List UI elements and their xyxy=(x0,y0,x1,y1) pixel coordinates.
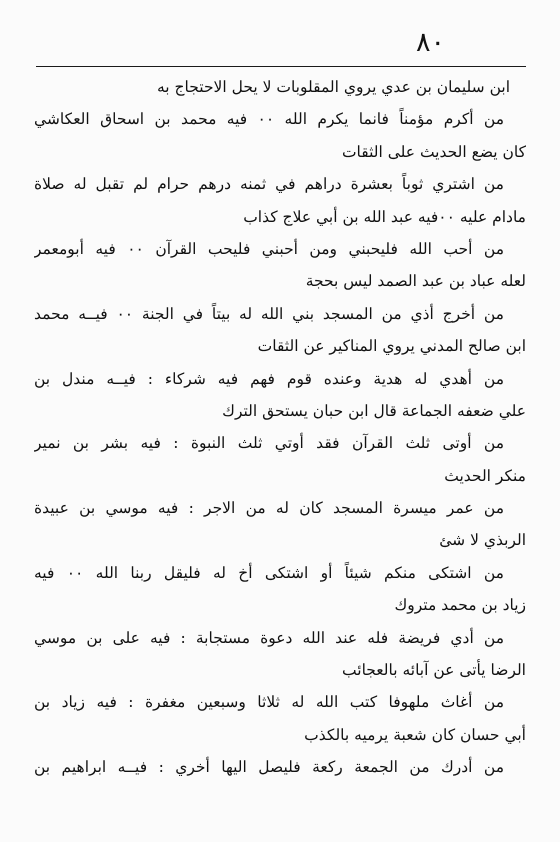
text-line: ابن سليمان بن عدي يروي المقلوبات لا يحل الاحتجاج به xyxy=(157,78,510,96)
text-line: منكر الحديث xyxy=(444,466,526,485)
text-line: من اشتري ثوباً بعشرة دراهم في ثمنه درهم حرام لم تقبل له صلاة xyxy=(34,175,504,194)
header-rule xyxy=(36,66,526,67)
text-line: من عمر ميسرة المسجد كان له من الاجر : فيه موسي بن عبيدة xyxy=(34,499,504,518)
text-line: من أكرم مؤمناً فانما يكرم الله ٠٠ فيه محمد بن اسحاق العكاشي xyxy=(34,110,504,129)
text-line: لعله عباد بن عبد الصمد ليس بحجة xyxy=(305,272,526,291)
text-line: ابن صالح المدني يروي المناكير عن الثقات xyxy=(257,337,526,356)
text-line: من اشتكى منكم شيئاً أو اشتكى أخ له فليقل ربنا الله ٠٠ فيه xyxy=(34,563,504,582)
text-line: مادام عليه ٠٠فيه عبد الله بن أبي علاج كذاب xyxy=(243,207,526,226)
text-line: من أحب الله فليحبني ومن أحبني فليحب القرآن ٠٠ فيه أبومعمر xyxy=(34,239,504,258)
text-line: كان يضع الحديث على الثقات xyxy=(341,142,526,161)
text-line: من أغاث ملهوفا كتب الله له ثلاثا وسبعين مغفرة : فيه زياد بن xyxy=(34,693,504,712)
page-number: ٨٠ xyxy=(415,27,445,58)
text-line: من أوتى ثلث القرآن فقد أوتي ثلث النبوة : فيه بشر بن نمير xyxy=(34,434,504,453)
text-line: من أدرك من الجمعة ركعة فليصل اليها أخري : فيــه ابراهيم بن xyxy=(34,758,504,777)
text-line: علي ضعفه الجماعة قال ابن حبان يستحق الترك xyxy=(222,401,526,420)
text-line: أبي حسان كان شعبة يرميه بالكذب xyxy=(304,725,526,744)
text-line: زياد بن محمد متروك xyxy=(394,596,526,615)
text-line: من أدي فريضة فله عند الله دعوة مستجابة : فيه على بن موسي xyxy=(34,628,504,647)
body-text xyxy=(34,71,526,784)
text-line: الرضا يأتى عن آبائه بالعجائب xyxy=(342,661,526,680)
text-line: من أخرج أذي من المسجد بني الله له بيتاً في الجنة ٠٠ فيــه محمد xyxy=(34,304,504,323)
text-line: الربذي لا شئ xyxy=(439,531,526,550)
text-line: من أهدي له هدية وعنده قوم فهم فيه شركاء : فيــه مندل بن xyxy=(34,369,504,388)
